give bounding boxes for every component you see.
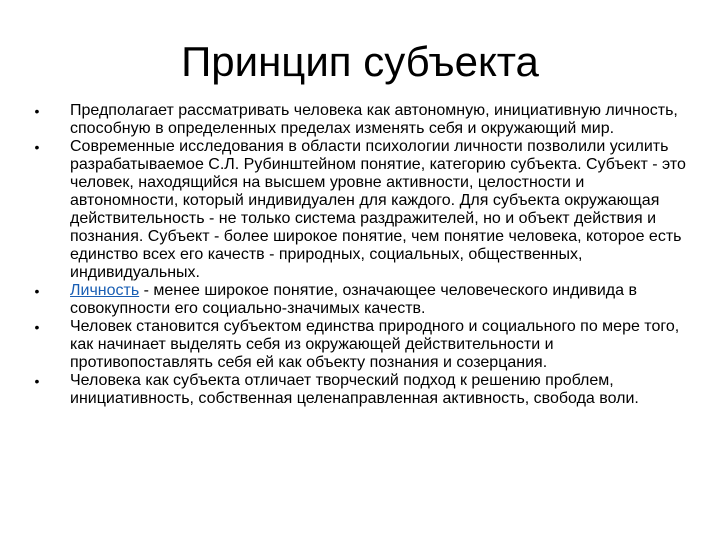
- bullet-icon: •: [34, 103, 40, 119]
- list-item: [30, 102, 690, 138]
- bullet-icon: •: [34, 319, 40, 335]
- bullet-text: - менее широкое понятие, означающее человеческого индивида в совокупности его социально-значимых качеств.: [70, 282, 637, 317]
- bullet-text: Современные исследования в области психологии личности позволили усилить разрабатываемое С.Л. Рубинштейном понятие, категорию субъекта. Субъект - это человек, находящийся на высшем уровне активности, целостности и автономности, который индивидуален для каждого. Для субъекта окружающая действительность - не только система раздражителей, но и объект действия и познания. Субъект - более широкое понятие, чем понятие человека, которое есть единство всех его качеств - природных, социальных, общественных, индивидуальных.: [70, 138, 686, 281]
- bullet-text: Человек становится субъектом единства природного и социального по мере того, как начинает выделять себя из окружающей действительности и противопоставлять себя ей как объекту познания и созерцания.: [70, 318, 680, 371]
- bullet-icon: •: [34, 139, 40, 155]
- list-item: [30, 282, 690, 318]
- slide-title: Принцип субъекта: [181, 38, 539, 85]
- personality-link[interactable]: Личность: [70, 282, 140, 299]
- bullet-text: Предполагает рассматривать человека как автономную, инициативную личность, способную в определенных пределах изменять себя и окружающий мир.: [70, 102, 678, 137]
- list-item: [30, 138, 690, 282]
- bullet-text: Человека как субъекта отличает творческий подход к решению проблем, инициативность, собственная целенаправленная активность, свобода воли.: [70, 372, 639, 407]
- list-item: [30, 318, 690, 372]
- bullet-icon: •: [34, 283, 40, 299]
- bullet-list: [30, 102, 690, 408]
- bullet-icon: •: [34, 373, 40, 389]
- list-item: [30, 372, 690, 408]
